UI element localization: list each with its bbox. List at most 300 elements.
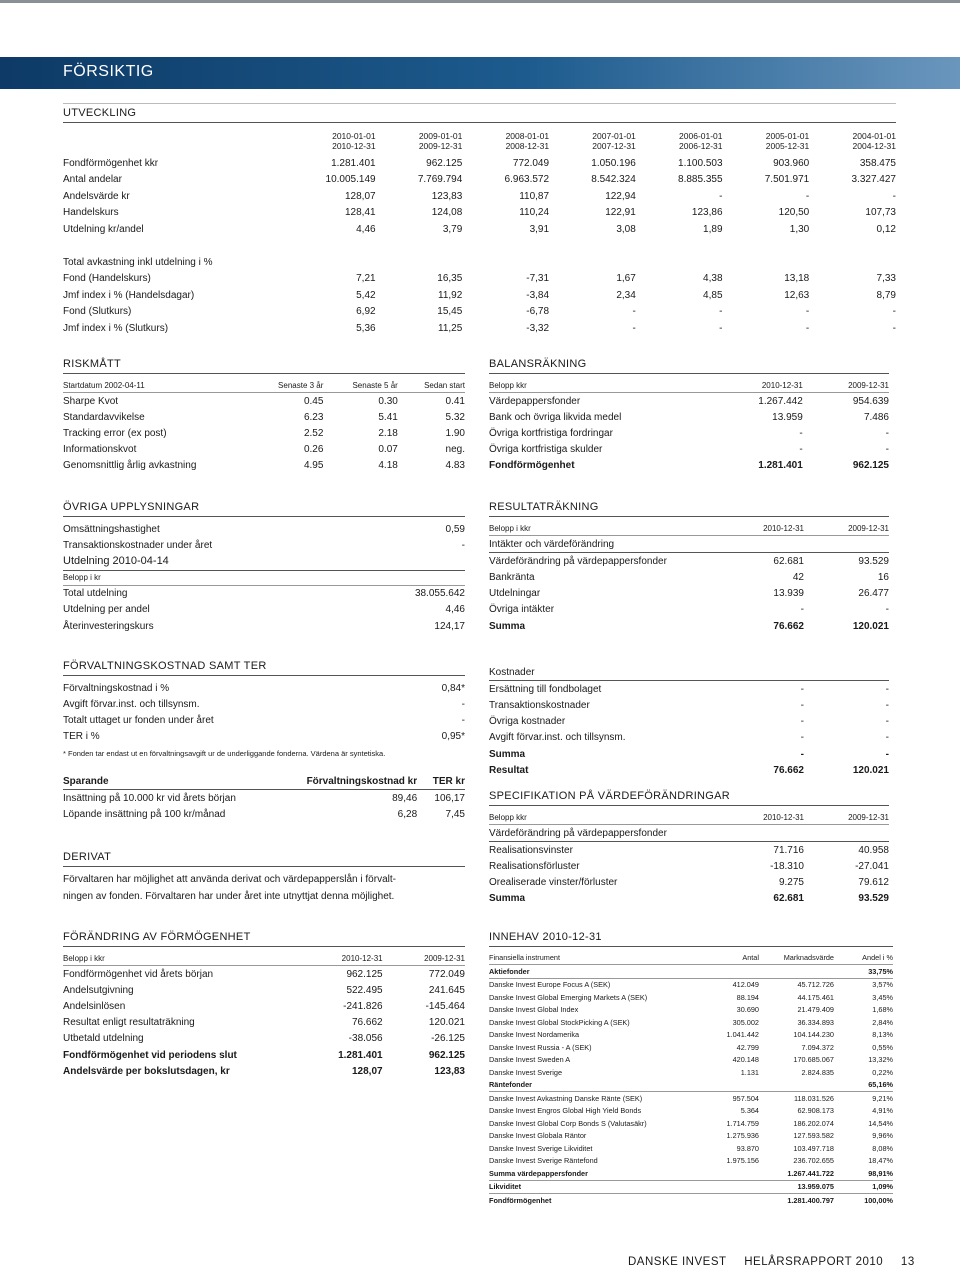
row-label: Insättning på 10.000 kr vid årets början	[63, 792, 236, 804]
row-value: 5.32	[445, 411, 465, 423]
row-value: 5.41	[378, 411, 398, 423]
row-value: -	[892, 322, 896, 334]
table-row	[489, 714, 889, 730]
row-label: Bank och övriga likvida medel	[489, 411, 622, 423]
row-value: -	[719, 306, 723, 318]
kostnader-title-row	[489, 664, 889, 681]
period-end: 2007-12-31	[592, 141, 636, 151]
table-row	[489, 409, 889, 425]
holding-value: 420.148	[732, 1055, 759, 1065]
column-header: Sparande	[63, 773, 253, 790]
row-value: 7,21	[356, 273, 376, 285]
holding-row	[489, 1194, 893, 1207]
holding-row	[489, 1079, 893, 1092]
holding-value: 186.202.074	[793, 1118, 834, 1128]
holding-value: 0,55%	[872, 1042, 893, 1052]
row-value: -6,78	[526, 306, 550, 318]
table-row	[63, 1015, 465, 1031]
row-label: Jmf index i % (Handelsdagar)	[63, 289, 195, 301]
period-start: 2008-01-01	[505, 131, 550, 141]
resultat-table	[489, 521, 889, 778]
row-value: -	[892, 190, 896, 202]
table-row	[63, 966, 465, 983]
row-label: Fondförmögenhet kkr	[63, 157, 159, 169]
row-value: 962.125	[852, 460, 889, 472]
column-header: 2009-12-31	[804, 810, 889, 825]
row-value	[636, 254, 723, 271]
table-row	[63, 304, 896, 321]
row-value: 3,79	[442, 223, 463, 235]
row-label: Fondförmögenhet vid årets början	[63, 968, 214, 980]
holding-value: 1.131	[740, 1067, 759, 1077]
utdelning-title: Utdelning 2010-04-14	[63, 553, 465, 570]
forandring-table	[63, 951, 465, 1079]
row-value: -	[719, 190, 723, 202]
row-value: -	[800, 732, 804, 744]
row-value: 122,91	[605, 207, 636, 219]
row-value: -	[800, 700, 804, 712]
column-header: 2009-12-31	[803, 378, 889, 393]
row-value: 93.529	[858, 555, 889, 567]
row-value: -26.125	[431, 1033, 465, 1045]
row-label: Övriga intäkter	[489, 604, 555, 616]
row-label: TER i %	[63, 731, 100, 743]
row-value: 1,30	[789, 223, 810, 235]
footer-report: HELÅRSRAPPORT 2010	[744, 1256, 884, 1268]
holding-value: 21.479.409	[797, 1005, 834, 1015]
row-label: Sharpe Kvot	[63, 395, 119, 407]
holding-row	[489, 991, 893, 1004]
table-row	[63, 271, 896, 288]
row-label: Total utdelning	[63, 588, 128, 600]
row-value: 8.542.324	[591, 174, 636, 186]
holding-value: 7.094.372	[801, 1042, 834, 1052]
column-header: Sedan start	[398, 378, 465, 393]
holding-name: Danske Invest Sverige Likviditet	[489, 1143, 593, 1153]
spacer-row	[489, 634, 889, 664]
row-value: 772.049	[428, 968, 465, 980]
row-value: 8,79	[876, 289, 896, 301]
sparande-section	[63, 773, 465, 823]
holding-value: 30.690	[736, 1005, 759, 1015]
row-value: 3,08	[616, 223, 636, 235]
row-value: 7,45	[445, 808, 465, 820]
forvaltning-table	[63, 680, 465, 745]
row-label: Summa	[489, 893, 526, 905]
row-label: Transaktionskostnader	[489, 700, 590, 712]
row-value: 7.769.794	[417, 174, 463, 186]
row-value: 76.662	[352, 1017, 383, 1029]
row-value: 110,87	[519, 190, 550, 202]
period-header	[462, 127, 549, 155]
row-value: 42	[792, 571, 804, 583]
holding-name: Danske Invest Nordamerika	[489, 1030, 580, 1040]
row-value: 15,45	[437, 306, 463, 318]
holding-value: 18,47%	[868, 1156, 893, 1166]
row-value: 962.125	[428, 1049, 465, 1061]
period-header	[376, 127, 463, 155]
row-value: 2,34	[616, 289, 636, 301]
row-label: Realisationsförluster	[489, 860, 580, 872]
specifikation-section	[489, 790, 889, 907]
column-header: 2009-12-31	[383, 951, 465, 966]
table-row	[63, 155, 896, 172]
holding-value: 14,54%	[868, 1118, 893, 1128]
row-label: Tracking error (ex post)	[63, 427, 167, 439]
row-value: 128,41	[344, 207, 376, 219]
column-header: Belopp kkr	[489, 378, 709, 393]
holding-value: 9,21%	[872, 1093, 893, 1103]
column-header: Startdatum 2002-04-11	[63, 378, 249, 393]
row-value: 4,38	[703, 273, 723, 285]
period-start: 2004-01-01	[852, 131, 896, 141]
holding-value: 1.714.759	[726, 1118, 759, 1128]
column-header: Marknadsvärde	[759, 951, 834, 965]
row-value: -	[461, 539, 465, 551]
holding-name: Summa värdepappersfonder	[489, 1167, 694, 1180]
period-start: 2005-01-01	[765, 131, 810, 141]
table-row	[63, 393, 465, 410]
ovriga-title: ÖVRIGA UPPLYSNINGAR	[63, 501, 465, 517]
row-value: -	[800, 716, 804, 728]
holding-value	[694, 1079, 759, 1092]
belopp-label: Belopp i kr	[63, 570, 465, 585]
holding-value: 3,45%	[872, 992, 893, 1002]
row-value: 16,35	[437, 273, 463, 285]
table-header-row	[63, 378, 465, 393]
holding-row	[489, 1004, 893, 1017]
row-value: 1.050.196	[591, 157, 636, 169]
table-row	[63, 521, 465, 537]
table-header-row	[63, 951, 465, 966]
row-value: 4.95	[303, 460, 324, 472]
kostnader-title: Kostnader	[489, 664, 889, 681]
holding-value: 65,16%	[834, 1079, 893, 1092]
holding-row	[489, 1016, 893, 1029]
holding-name: Fondförmögenhet	[489, 1195, 552, 1205]
period-header	[278, 127, 376, 155]
holding-value: 1.267.441.722	[759, 1167, 834, 1180]
period-end: 2008-12-31	[505, 141, 550, 151]
footer-brand: DANSKE INVEST	[628, 1256, 727, 1268]
holding-value: 13.959.075	[759, 1180, 834, 1194]
row-value: -	[719, 322, 723, 334]
column-header: TER kr	[417, 773, 465, 790]
holding-value	[694, 1194, 759, 1207]
row-value	[462, 254, 549, 271]
row-value: 4,46	[356, 223, 376, 235]
row-label: Transaktionskostnader under året	[63, 539, 213, 551]
holding-value	[694, 1180, 759, 1194]
holding-row	[489, 1142, 893, 1155]
row-label: Summa	[489, 620, 526, 632]
page-footer	[628, 1256, 929, 1268]
row-value: 26.477	[858, 588, 889, 600]
row-label: Fondförmögenhet	[489, 460, 575, 472]
table-row	[63, 729, 465, 745]
row-value: -	[800, 748, 804, 760]
row-value: 3.327.427	[851, 174, 896, 186]
row-value: -	[799, 427, 803, 439]
holding-row	[489, 1155, 893, 1168]
row-label: Genomsnittlig årlig avkastning	[63, 460, 197, 472]
fund-title: FÖRSIKTIG	[63, 63, 154, 80]
table-row	[63, 602, 465, 618]
row-value: 16	[877, 571, 889, 583]
table-row	[489, 858, 889, 874]
table-row	[489, 842, 889, 859]
period-start: 2006-01-01	[679, 131, 723, 141]
row-label: Värdepappersfonder	[489, 395, 581, 407]
derivat-title: DERIVAT	[63, 851, 465, 867]
holding-value: 0,22%	[872, 1067, 893, 1077]
row-value: 106,17	[434, 792, 465, 804]
table-row	[63, 188, 896, 205]
forandring-section	[63, 931, 465, 1079]
table-row	[63, 585, 465, 602]
row-value: 76.662	[773, 620, 804, 632]
period-header	[636, 127, 723, 155]
row-value: 124,08	[431, 207, 463, 219]
row-label: Utdelning per andel	[63, 604, 150, 616]
row-value: -	[885, 604, 889, 616]
row-value: 13.939	[773, 588, 804, 600]
row-value: -38.056	[348, 1033, 383, 1045]
table-row	[63, 998, 465, 1014]
column-header: Antal	[694, 951, 759, 965]
table-row	[489, 425, 889, 441]
holding-value: 13,32%	[868, 1055, 893, 1065]
row-value: -	[632, 322, 636, 334]
holding-value: 36.334.893	[797, 1017, 834, 1027]
row-value: 8.885.355	[678, 174, 723, 186]
row-label: Ersättning till fondbolaget	[489, 683, 602, 695]
table-row	[489, 553, 889, 570]
row-value: 7,33	[876, 273, 896, 285]
utveckling-period-row	[63, 127, 896, 155]
row-label: Utbetald utdelning	[63, 1033, 144, 1045]
column-header: 2010-12-31	[293, 951, 383, 966]
table-row	[63, 221, 896, 238]
row-label: Andelsutgivning	[63, 984, 134, 996]
table-row	[489, 586, 889, 602]
row-value: -	[885, 683, 889, 695]
row-value: -27.041	[855, 860, 889, 872]
holding-row	[489, 1092, 893, 1105]
table-row	[63, 696, 465, 712]
holding-row	[489, 1130, 893, 1143]
row-value: 62.681	[773, 893, 804, 905]
balans-table	[489, 378, 889, 474]
holding-row	[489, 1041, 893, 1054]
table-row	[63, 458, 465, 474]
row-value: 0.45	[303, 395, 324, 407]
row-label: Informationskvot	[63, 444, 137, 456]
row-value: 1.281.401	[338, 1049, 383, 1061]
row-label: Avgift förvar.inst. och tillsynsm.	[489, 732, 626, 744]
row-value: 71.716	[773, 844, 804, 856]
column-header: Senaste 3 år	[249, 378, 323, 393]
row-value: 12,63	[784, 289, 810, 301]
row-value	[723, 254, 810, 271]
row-value: 89,46	[392, 792, 418, 804]
row-label: Totalt uttaget ur fonden under året	[63, 714, 214, 726]
period-end: 2009-12-31	[418, 141, 463, 151]
holding-row	[489, 1105, 893, 1118]
forvaltning-title: FÖRVALTNINGSKOSTNAD SAMT TER	[63, 660, 465, 676]
row-label: Resultat	[489, 764, 529, 776]
row-value: 76.662	[773, 764, 804, 776]
row-value: -	[885, 732, 889, 744]
holding-value: 100,00%	[864, 1195, 893, 1205]
row-label: Bankränta	[489, 571, 535, 583]
row-value: 903.960	[773, 157, 810, 169]
holding-row	[489, 1180, 893, 1194]
table-row	[63, 618, 465, 634]
table-row	[63, 254, 896, 271]
belopp-row	[63, 570, 465, 585]
table-row	[63, 287, 896, 304]
row-value: 128,07	[352, 1065, 383, 1077]
row-value	[636, 238, 723, 255]
holding-name: Danske Invest Sweden A	[489, 1055, 571, 1065]
row-label: Övriga kostnader	[489, 716, 566, 728]
holding-row	[489, 1167, 893, 1180]
resultat-section	[489, 501, 889, 778]
column-header: Andel i %	[834, 951, 893, 965]
footer-page-number: 13	[900, 1256, 915, 1268]
intakter-title-row	[489, 536, 889, 553]
row-value: 38.055.642	[414, 588, 465, 600]
holding-name: Danske Invest Russia - A (SEK)	[489, 1042, 592, 1052]
row-value: 110,24	[519, 207, 550, 219]
row-value: 772.049	[512, 157, 550, 169]
table-row	[489, 618, 889, 634]
table-row	[63, 537, 465, 553]
column-header: Senaste 5 år	[323, 378, 397, 393]
row-value	[809, 254, 896, 271]
riskmatt-table	[63, 378, 465, 474]
row-value: 1.281.401	[758, 460, 803, 472]
column-header: Belopp kkr	[489, 810, 719, 825]
holding-value: 45.712.726	[797, 980, 834, 990]
period-end: 2010-12-31	[332, 141, 376, 151]
row-value: 1.100.503	[678, 157, 723, 169]
holding-value: 1.975.156	[726, 1156, 759, 1166]
period-start: 2007-01-01	[592, 131, 636, 141]
holding-row	[489, 1117, 893, 1130]
column-header: 2009-12-31	[804, 521, 889, 536]
holding-value	[759, 965, 834, 979]
balans-section	[489, 358, 889, 474]
specifikation-table	[489, 810, 889, 907]
row-label: Övriga kortfristiga fordringar	[489, 427, 613, 439]
holding-value: 1,68%	[872, 1005, 893, 1015]
row-value: 123,83	[434, 1065, 465, 1077]
holding-value: 3,57%	[872, 980, 893, 990]
row-value: 0.26	[303, 444, 324, 456]
row-value	[376, 238, 463, 255]
row-value	[549, 254, 636, 271]
row-label: Återinvesteringskurs	[63, 620, 154, 632]
row-value: -	[799, 444, 803, 456]
row-value: -3,32	[526, 322, 550, 334]
table-row	[63, 982, 465, 998]
row-value: 124,17	[434, 620, 465, 632]
row-label: Fondförmögenhet vid periodens slut	[63, 1049, 237, 1061]
row-value: -18.310	[770, 860, 804, 872]
row-value	[723, 238, 810, 255]
row-value: 120,50	[778, 207, 810, 219]
table-row	[63, 320, 896, 337]
holding-name: Likviditet	[489, 1180, 694, 1194]
row-value: 1,67	[616, 273, 636, 285]
table-row	[63, 790, 465, 807]
period-end: 2005-12-31	[765, 141, 810, 151]
table-row	[63, 1063, 465, 1079]
row-value: -	[885, 700, 889, 712]
row-value: 0,59	[445, 523, 465, 535]
table-row	[489, 569, 889, 585]
row-value: -	[632, 306, 636, 318]
row-value: 0,12	[876, 223, 896, 235]
column-header: 2010-12-31	[709, 378, 803, 393]
table-row	[489, 875, 889, 891]
row-value: -	[805, 306, 810, 318]
holding-value	[694, 1167, 759, 1180]
holding-row	[489, 1066, 893, 1079]
top-rule	[0, 0, 960, 3]
table-row	[63, 712, 465, 728]
table-row	[489, 891, 889, 907]
row-value: 10.005.149	[325, 174, 376, 186]
holding-value: 33,75%	[834, 965, 893, 979]
holding-value: 4,91%	[872, 1106, 893, 1116]
row-label: Orealiserade vinster/förluster	[489, 877, 618, 889]
holding-value: 2.824.835	[801, 1067, 834, 1077]
row-value: 6.23	[303, 411, 324, 423]
forvaltning-section	[63, 660, 465, 758]
row-value: -	[461, 714, 465, 726]
row-value: 0,95*	[441, 731, 465, 743]
row-value: 4,85	[703, 289, 723, 301]
holding-row	[489, 978, 893, 991]
row-value: 93.529	[858, 893, 889, 905]
sparande-header-row	[63, 773, 465, 790]
spec-subtitle: Värdeförändring på värdepappersfonder	[489, 825, 889, 842]
balans-title: BALANSRÄKNING	[489, 358, 889, 374]
table-row	[489, 698, 889, 714]
row-value: 1,89	[703, 223, 723, 235]
utveckling-title: UTVECKLING	[63, 103, 896, 123]
table-row	[489, 602, 889, 618]
row-value: 1.281.401	[331, 157, 376, 169]
row-value: 2.18	[378, 427, 398, 439]
holding-value: 305.002	[732, 1017, 759, 1027]
table-row	[63, 680, 465, 696]
row-value: 79.612	[858, 877, 889, 889]
table-header-row	[489, 951, 893, 965]
holding-row	[489, 1029, 893, 1042]
ovriga-section	[63, 501, 465, 634]
holding-value: 1.041.442	[726, 1030, 759, 1040]
holding-value: 44.175.461	[797, 992, 834, 1002]
innehav-title: INNEHAV 2010-12-31	[489, 931, 893, 947]
table-row	[63, 1031, 465, 1047]
row-value: 962.125	[346, 968, 383, 980]
table-row	[63, 205, 896, 222]
table-header-row	[489, 810, 889, 825]
